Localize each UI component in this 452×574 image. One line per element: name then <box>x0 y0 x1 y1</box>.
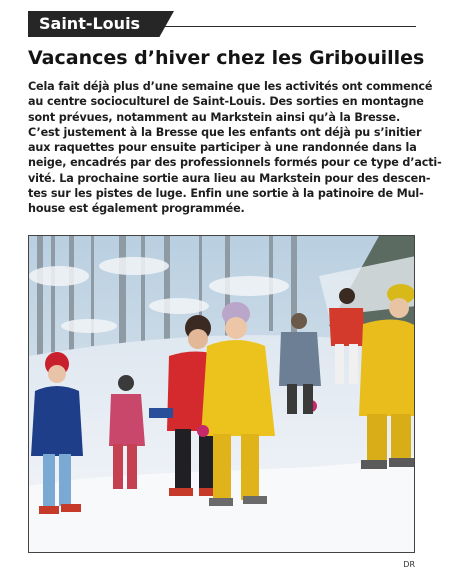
body-line: Cela fait déjà plus d’une semaine que les activités ont commencé <box>28 80 433 93</box>
body-line: sont prévues, notamment au Markstein ainsi qu’à la Bresse. <box>28 110 401 124</box>
body-line: au centre socioculturel de Saint-Louis. Des sorties en montagne <box>28 95 424 109</box>
snowshoe-group-illustration <box>29 236 415 553</box>
body-line: house est également programmée. <box>28 202 245 216</box>
body-line: tes sur les pistes de luge. Enfin une sortie à la patinoire de Mul- <box>28 187 424 201</box>
rubric-header <box>28 11 416 37</box>
body-line: vité. La prochaine sortie aura lieu au Markstein pour des descen- <box>28 171 431 185</box>
article-headline: Vacances d’hiver chez les Gribouilles <box>28 47 425 69</box>
photo-credit: DR <box>403 560 415 569</box>
body-line: aux raquettes pour ensuite participer à une randonnée dans la <box>28 141 417 155</box>
article-photo <box>28 235 415 553</box>
body-line: neige, encadrés par des professionnels formés pour ce type d’acti- <box>28 156 442 170</box>
rubric-label: Saint-Louis <box>39 14 141 33</box>
body-line: C’est justement à la Bresse que les enfants ont déjà pu s’initier <box>28 125 422 139</box>
article-body <box>28 79 442 217</box>
